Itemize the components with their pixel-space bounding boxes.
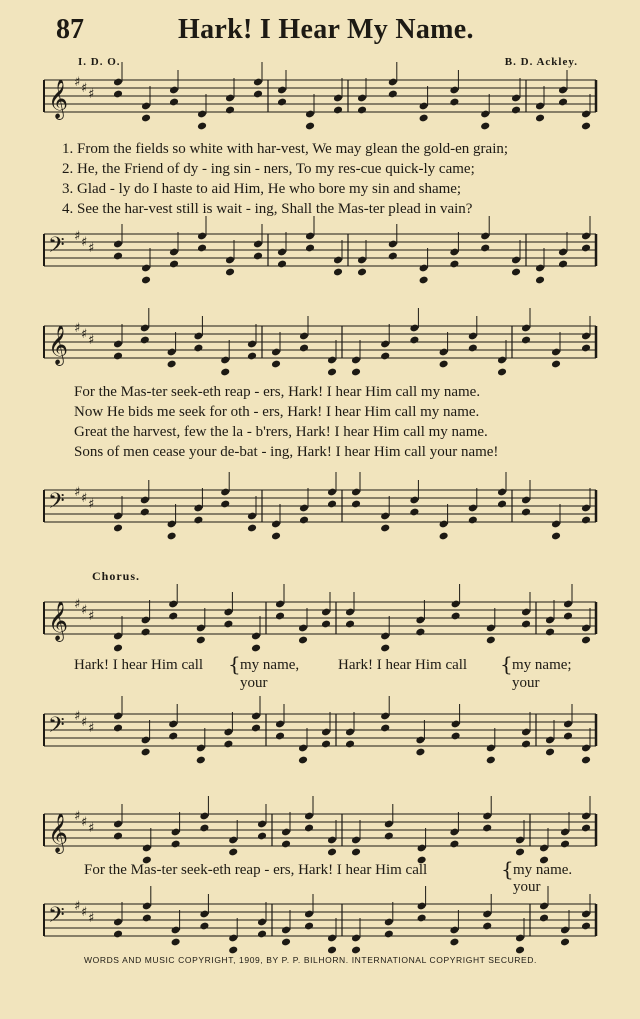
note-head [486,636,496,645]
note-head [468,516,478,525]
note-head [535,114,545,123]
sharp-icon: ♯ [88,333,95,348]
note-head [196,756,206,765]
note-head [304,824,314,833]
bass-clef-icon: 𝄢 [48,713,65,743]
note-head [169,260,179,269]
note-head [113,90,123,99]
note-head [482,824,492,833]
note-head [515,946,525,955]
sharp-icon: ♯ [74,709,81,724]
note-head [305,244,315,253]
composer-name: B. D. Ackley. [504,56,578,68]
sharp-icon: ♯ [81,715,88,730]
note-head [581,824,591,833]
note-head [141,628,151,637]
note-head [141,748,151,757]
note-head [228,848,238,857]
treble-clef-icon: 𝄞 [48,601,69,641]
note-head [321,620,331,629]
note-head [225,106,235,115]
note-head [281,840,291,849]
chorus-alt-word-1: your [240,675,268,691]
note-head [169,98,179,107]
note-head [482,922,492,931]
note-head [271,532,281,541]
note-head [581,922,591,931]
note-head [253,90,263,99]
note-head [304,922,314,931]
note-head [193,344,203,353]
note-head [581,344,591,353]
refrain-line-1: For the Mas-ter seek-eth reap - ers, Hark! I hear Him call my name. [74,384,481,400]
note-head [468,344,478,353]
sharp-icon: ♯ [81,491,88,506]
note-head [247,352,257,361]
note-head [327,500,337,509]
note-head [299,344,309,353]
note-head [384,832,394,841]
sharp-icon: ♯ [74,75,81,90]
note-head [480,244,490,253]
treble-clef-icon: 𝄞 [48,79,69,119]
note-head [388,90,398,99]
note-head [345,740,355,749]
refrain-line-2: Now He bids me seek for oth - ers, Hark! I hear Him call my name. [74,404,480,420]
note-head [551,532,561,541]
note-head [480,122,490,131]
note-head [351,368,361,377]
note-head [271,360,281,369]
sharp-icon: ♯ [74,809,81,824]
note-head [247,524,257,533]
note-head [327,368,337,377]
hymn-title: Hark! I Hear My Name. [178,14,474,45]
note-head [199,922,209,931]
chorus-label: Chorus. [92,569,141,583]
sharp-icon: ♯ [74,229,81,244]
note-head [199,824,209,833]
note-head [521,620,531,629]
note-head [113,644,123,653]
sharp-icon: ♯ [88,911,95,926]
note-head [558,260,568,269]
note-head [171,938,181,947]
note-head [563,732,573,741]
note-head [257,832,267,841]
note-head [321,740,331,749]
note-head [497,368,507,377]
verse-line-4: 4. See the har-vest still is wait - ing, Shall the Mas-ter plead in vain? [62,201,473,217]
chorus-line-1a: Hark! I hear Him call [74,657,204,673]
note-head [113,724,123,733]
verse-line-1: 1. From the fields so white with har-vest, We may glean the gold-en grain; [62,141,509,157]
note-head [581,122,591,131]
note-head [141,276,151,285]
note-head [113,352,123,361]
note-head [451,732,461,741]
note-head [511,106,521,115]
note-head [327,946,337,955]
note-head [333,106,343,115]
note-head [220,368,230,377]
sharp-icon: ♯ [81,235,88,250]
sharp-icon: ♯ [81,81,88,96]
note-head [409,336,419,345]
note-head [351,848,361,857]
note-head [558,98,568,107]
note-head [305,122,315,131]
sharp-icon: ♯ [74,485,81,500]
note-head [357,106,367,115]
sharp-icon: ♯ [74,597,81,612]
note-head [142,914,152,923]
note-head [168,732,178,741]
note-head [545,628,555,637]
sharp-icon: ♯ [88,609,95,624]
note-head [223,620,233,629]
note-head [327,848,337,857]
bass-clef-icon: 𝄢 [48,903,65,933]
note-head [220,500,230,509]
note-head [345,620,355,629]
hymn-number: 87 [56,14,84,45]
note-head [113,832,123,841]
note-head [380,644,390,653]
chorus-brace-1: { [228,652,241,676]
note-head [449,938,459,947]
note-head [415,748,425,757]
final-treble-staff [0,806,640,866]
final-alt-word: your [513,879,541,895]
note-head [299,516,309,525]
note-head [419,276,429,285]
chorus-line-1c: Hark! I hear Him call [338,657,468,673]
refrain-line-4: Sons of men cease your de-bat - ing, Hark! I hear Him call your name! [74,444,499,460]
copyright-notice: WORDS AND MUSIC COPYRIGHT, 1909, BY P. P. BILHORN. INTERNATIONAL COPYRIGHT SECURED. [84,955,538,965]
note-head [521,508,531,517]
note-head [417,914,427,923]
note-head [275,732,285,741]
note-head [140,508,150,517]
sharp-icon: ♯ [88,241,95,256]
note-head [167,360,177,369]
sharp-icon: ♯ [81,327,88,342]
note-head [388,252,398,261]
sharp-icon: ♯ [74,321,81,336]
note-head [298,756,308,765]
note-head [497,500,507,509]
note-head [560,840,570,849]
chorus-treble-staff [0,594,640,654]
sharp-icon: ♯ [88,721,95,736]
note-head [439,360,449,369]
note-head [253,252,263,261]
note-head [167,532,177,541]
note-head [560,938,570,947]
note-head [277,260,287,269]
note-head [225,268,235,277]
note-head [351,500,361,509]
sharp-icon: ♯ [81,905,88,920]
note-head [257,930,267,939]
note-head [141,114,151,123]
note-head [228,946,238,955]
bass-clef-icon: 𝄢 [48,233,65,263]
note-head [140,336,150,345]
note-head [581,244,591,253]
sharp-icon: ♯ [88,497,95,512]
note-head [113,252,123,261]
chorus-bass-staff [0,706,640,766]
note-head [197,244,207,253]
sharp-icon: ♯ [74,899,81,914]
note-head [449,840,459,849]
final-bass-staff [0,896,640,956]
note-head [197,122,207,131]
note-head [380,352,390,361]
note-head [449,260,459,269]
note-head [419,114,429,123]
sharp-icon: ♯ [88,821,95,836]
note-head [168,612,178,621]
note-head [380,524,390,533]
chorus-line-1b: my name, [240,657,300,673]
note-head [171,840,181,849]
note-head [409,508,419,517]
chorus-brace-2: { [500,652,513,676]
note-head [511,268,521,277]
sharp-icon: ♯ [88,87,95,102]
note-head [521,336,531,345]
note-head [486,756,496,765]
final-line-b: my name. [513,862,573,878]
note-head [251,644,261,653]
verse-line-3: 3. Glad - ly do I haste to aid Him, He who bore my sin and shame; [62,181,462,197]
note-head [539,914,549,923]
note-head [535,276,545,285]
note-head [275,612,285,621]
note-head [298,636,308,645]
treble-clef-icon: 𝄞 [48,325,69,365]
note-head [113,524,123,533]
verse-line-2: 2. He, the Friend of dy - ing sin - ners, To my res-cue quick-ly came; [62,161,475,177]
note-head [113,930,123,939]
note-head [193,516,203,525]
final-brace: { [501,857,514,881]
note-head [333,268,343,277]
system-2-treble-staff [0,318,640,378]
note-head [384,930,394,939]
note-head [545,748,555,757]
system-2-bass-staff [0,482,640,542]
note-head [281,938,291,947]
note-head [223,740,233,749]
treble-clef-icon: 𝄞 [48,813,69,853]
bass-clef-icon: 𝄢 [48,489,65,519]
note-head [351,946,361,955]
chorus-alt-word-2: your [512,675,540,691]
note-head [581,636,591,645]
note-head [449,98,459,107]
note-head [439,532,449,541]
refrain-line-3: Great the harvest, few the la - b'rers, Hark! I hear Him call my name. [74,424,488,440]
note-head [251,724,261,733]
final-line-a: For the Mas-ter seek-eth reap - ers, Hark! I hear Him call [84,862,428,878]
note-head [357,268,367,277]
system-1-bass-staff [0,226,640,286]
chorus-line-1d: my name; [512,657,572,673]
note-head [521,740,531,749]
note-head [551,360,561,369]
tune-name: I. D. O. [78,56,121,68]
note-head [196,636,206,645]
note-head [563,612,573,621]
sharp-icon: ♯ [81,815,88,830]
note-head [581,756,591,765]
note-head [415,628,425,637]
note-head [451,612,461,621]
note-head [380,724,390,733]
system-1-treble-staff [0,72,640,132]
note-head [277,98,287,107]
note-head [581,516,591,525]
sharp-icon: ♯ [81,603,88,618]
note-head [515,848,525,857]
